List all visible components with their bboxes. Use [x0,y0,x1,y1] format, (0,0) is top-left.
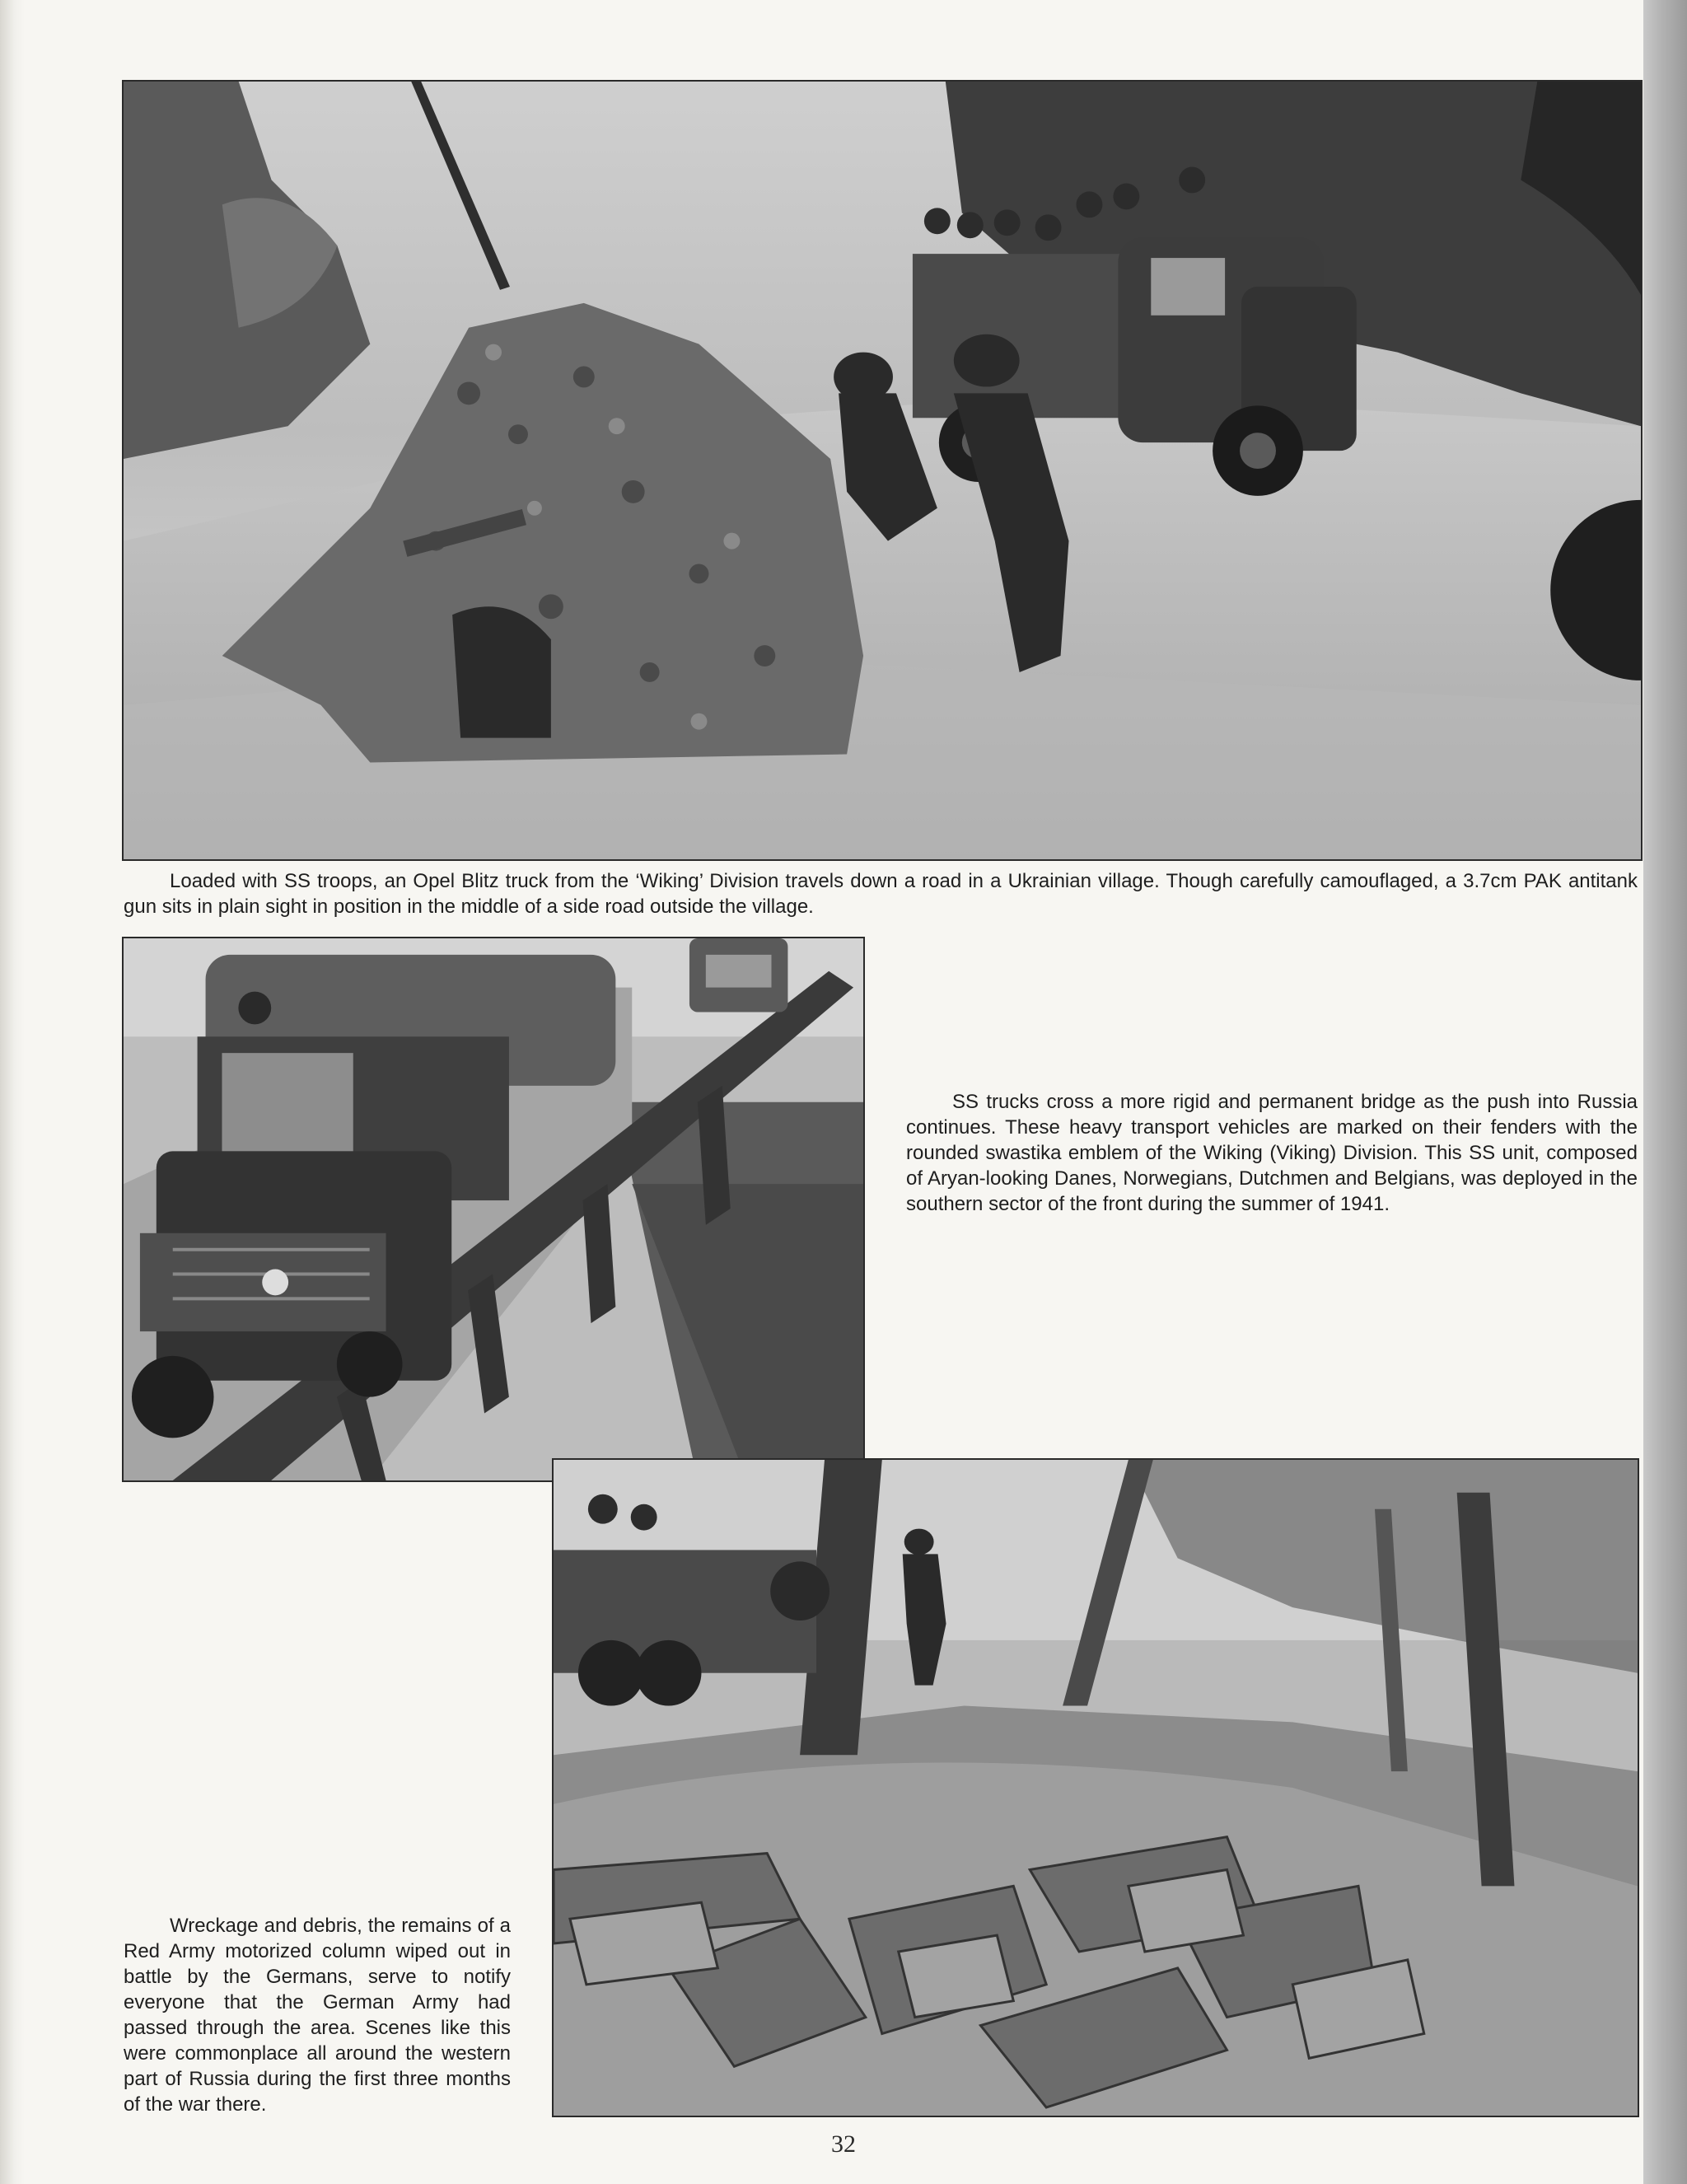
caption-wreckage: Wreckage and debris, the remains of a Red Army motorized column wiped out in battle by the Germans, serve to notify everyone that the German Army had passed through the area. Scenes like this were commonplace all around the western part of Russia during the first three months of the war there. [124,1915,511,2116]
binding-shadow [0,0,25,2184]
photo-wreckage-column [552,1458,1639,2117]
caption-bridge: SS trucks cross a more rigid and permanent bridge as the push into Russia continues. These heavy transport vehicles are marked on their fenders with the rounded swastika emblem of the Wiking (Viking) Division. This SS unit, composed of Aryan-looking Danes, Norwegians, Dutchmen and Belgians, was deployed in the southern sector of the front during the summer of 1941. [906,1091,1638,1215]
page-number: 32 [831,2130,856,2158]
page-edge-strip [1643,0,1687,2184]
photo-truck-and-antitank-gun-image [124,82,1641,859]
photo-truck-and-antitank-gun [122,80,1643,861]
caption-top: Loaded with SS troops, an Opel Blitz truck from the ‘Wiking’ Division travels down a road in a Ukrainian village. Though carefully camouflaged, a 3.7cm PAK antitank gun sits in plain sight in position in the middle of a side road outside the village. [124,870,1638,918]
photo-trucks-on-bridge-image [124,938,863,1480]
photo-wreckage-column-image [554,1460,1638,2116]
photo-trucks-on-bridge [122,937,865,1482]
